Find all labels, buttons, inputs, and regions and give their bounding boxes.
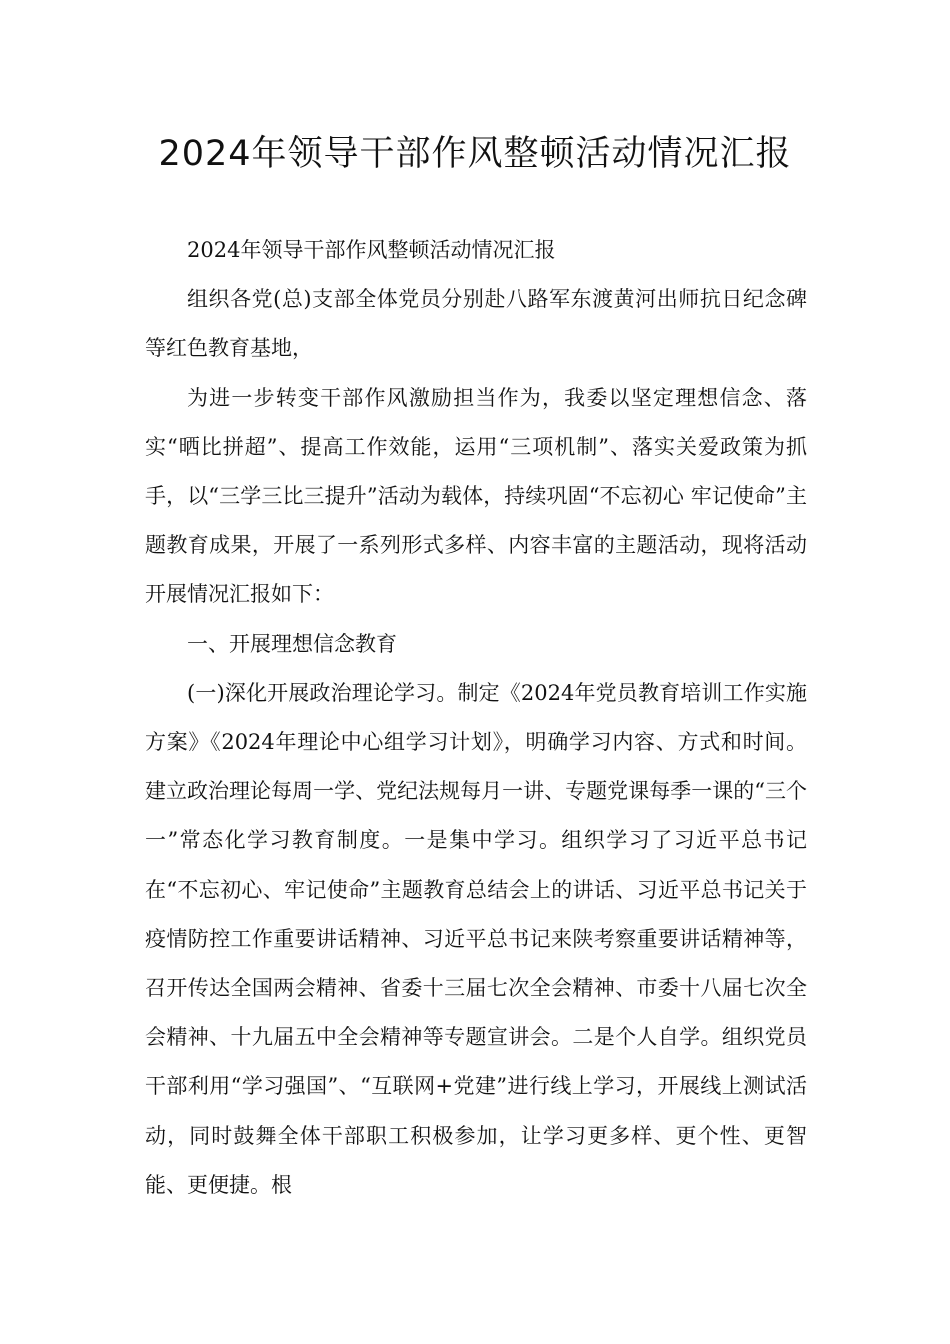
section-heading: 一、开展理想信念教育 — [187, 631, 397, 656]
body-paragraph: (一)深化开展政治理论学习。制定《2024年党员教育培训工作实施方案》《2024年理论中心组学习计划》，明确学习内容、方式和时间。建立政治理论每周一学、党纪法规每月一讲、专题党课每季一课的“三个一”常态化学习教育制度。一是集中学习。组织学习了习近平总书记在“不忘初心、牢记使命”主题教育总结会上的讲话、习近平总书记关于疫情防控工作重要讲话精神、习近平总书记来陕考察重要讲话精神等，召开传达全国两会精神、省委十三届七次全会精神、市委十八届七次全会精神、十九届五中全会精神等专题宣讲会。二是个人自学。组织党员干部利用“学习强国”、“互联网+党建”进行线上学习，开展线上测试活动，同时鼓舞全体干部职工积极参加，让学习更多样、更个性、更智能、更便捷。根 — [145, 680, 807, 1197]
document-body — [145, 226, 807, 1210]
body-paragraph: 2024年领导干部作风整顿活动情况汇报 — [187, 238, 556, 262]
body-paragraph: 为进一步转变干部作风激励担当作为，我委以坚定理想信念、落实“晒比拼超”、提高工作效能，运用“三项机制”、落实关爱政策为抓手，以“三学三比三提升”活动为载体，持续巩固“不忘初心 牢记使命”主题教育成果，开展了一系列形式多样、内容丰富的主题活动，现将活动开展情况汇报如下： — [145, 385, 807, 607]
document-title: 2024年领导干部作风整顿活动情况汇报 — [158, 134, 792, 174]
body-paragraph: 组织各党(总)支部全体党员分别赴八路军东渡黄河出师抗日纪念碑等红色教育基地， — [145, 287, 807, 361]
